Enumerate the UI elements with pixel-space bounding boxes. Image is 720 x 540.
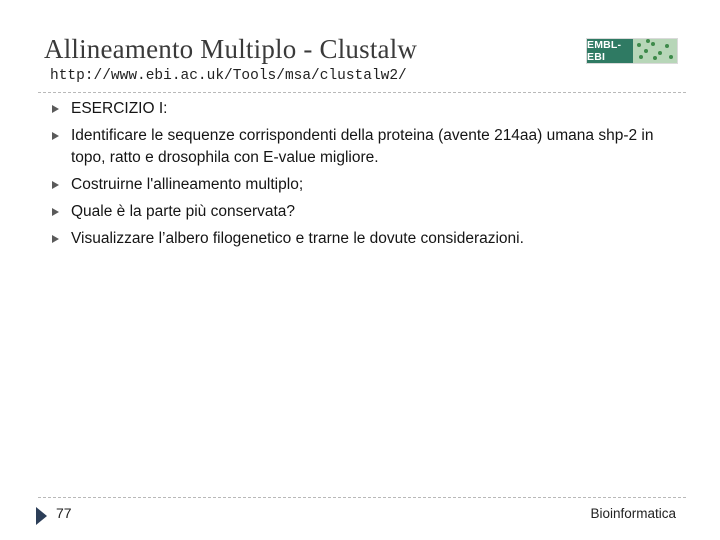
bullet-list [52, 98, 692, 255]
bullet-item [52, 174, 692, 196]
bullet-text: Quale è la parte più conservata? [71, 203, 296, 220]
clustalw-url: http://www.ebi.ac.uk/Tools/msa/clustalw2/ [50, 68, 407, 84]
bullet-text: ESERCIZIO I: [71, 100, 168, 117]
bullet-item [52, 201, 692, 223]
bullet-arrow-icon [52, 181, 59, 189]
bullet-arrow-icon [52, 105, 59, 113]
bullet-arrow-icon [52, 235, 59, 243]
bullet-text: Identificare le sequenze corrispondenti della proteina (avente 214aa) umana shp-2 in topo, ratto e drosophila con E-value migliore. [71, 127, 654, 166]
bullet-arrow-icon [52, 132, 59, 140]
bullet-arrow-icon [52, 208, 59, 216]
footer-divider [38, 497, 686, 498]
logo-text: EMBL-EBI [587, 39, 633, 63]
bullet-item [52, 228, 692, 250]
bullet-item [52, 125, 692, 169]
bullet-text: Visualizzare l’albero filogenetico e trarne le dovute considerazioni. [71, 230, 524, 247]
bullet-item [52, 98, 692, 120]
logo-pattern [633, 39, 677, 63]
slide-title: Allineamento Multiplo - Clustalw [44, 34, 418, 64]
footer-label: Bioinformatica [590, 506, 676, 521]
page-marker-icon [36, 507, 47, 525]
header-divider [38, 92, 686, 93]
page-number: 77 [56, 505, 72, 521]
bullet-text: Costruirne l'allineamento multiplo; [71, 176, 304, 193]
embl-ebi-logo [586, 38, 678, 64]
